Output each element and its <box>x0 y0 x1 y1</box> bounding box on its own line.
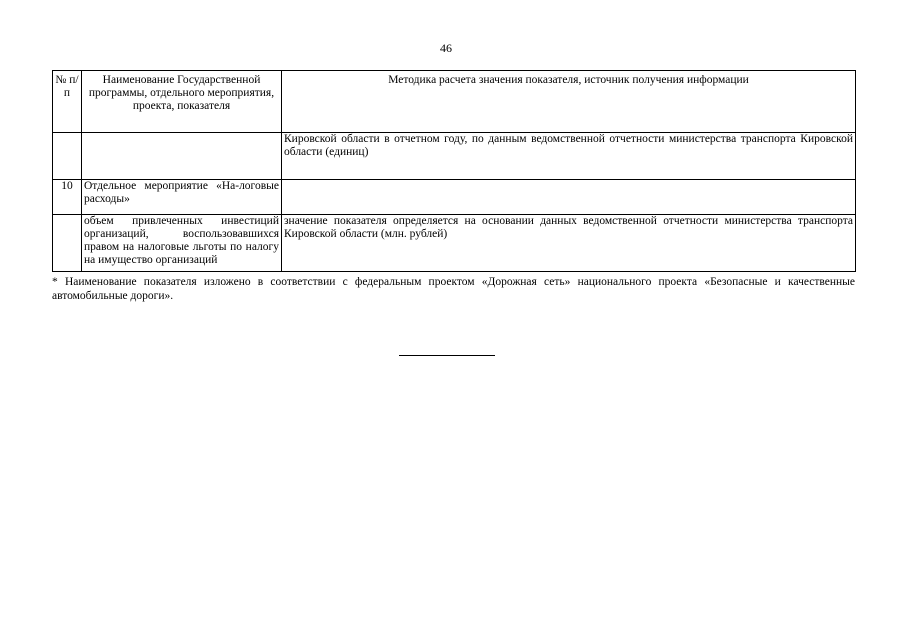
header-number: № п/п <box>53 71 82 133</box>
row-name: объем привлеченных инвестиций организаций, воспользовавшихся правом на налоговые льготы по налогу на имущество организаций <box>82 215 282 272</box>
row-method: значение показателя определяется на основании данных ведомственной отчетности министерства транспорта Кировской области (млн. рублей) <box>282 215 856 272</box>
footnote: * Наименование показателя изложено в соответствии с федеральным проектом «Дорожная сеть» национального проекта «Безопасные и качественные автомобильные дороги». <box>52 276 855 302</box>
table-row <box>53 215 856 272</box>
row-method <box>282 180 856 215</box>
closing-rule <box>399 355 495 356</box>
row-name <box>82 133 282 180</box>
row-number <box>53 215 82 272</box>
row-number <box>53 133 82 180</box>
row-number: 10 <box>53 180 82 215</box>
page-number: 46 <box>440 41 452 55</box>
indicator-table <box>52 70 856 272</box>
table-row <box>53 180 856 215</box>
table-row <box>53 133 856 180</box>
row-name: Отдельное мероприятие «На-логовые расходы» <box>82 180 282 215</box>
row-method: Кировской области в отчетном году, по данным ведомственной отчетности министерства транспорта Кировской области (единиц) <box>282 133 856 180</box>
header-method: Методика расчета значения показателя, источник получения информации <box>282 71 856 133</box>
header-name: Наименование Государственной программы, отдельного мероприятия, проекта, показателя <box>82 71 282 133</box>
table-header-row <box>53 71 856 133</box>
